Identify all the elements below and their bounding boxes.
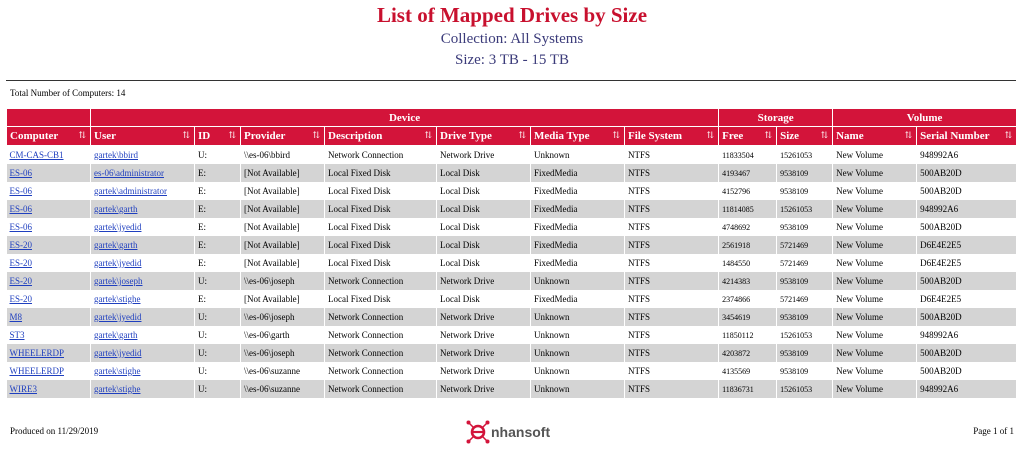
cell-user xyxy=(91,200,195,218)
cell-user xyxy=(91,344,195,362)
computer-link[interactable]: CM-CAS-CB1 xyxy=(9,150,64,160)
cell-name: New Volume xyxy=(833,182,917,200)
cell-free: 2561918 xyxy=(719,236,777,254)
cell-free: 4748692 xyxy=(719,218,777,236)
cell-file-system: NTFS xyxy=(625,326,719,344)
cell-user xyxy=(91,236,195,254)
cell-file-system: NTFS xyxy=(625,308,719,326)
column-header-description[interactable] xyxy=(325,127,437,146)
sort-arrows-icon[interactable]: ⇅ xyxy=(78,130,86,140)
cell-computer xyxy=(7,308,91,326)
cell-file-system: NTFS xyxy=(625,218,719,236)
cell-name: New Volume xyxy=(833,344,917,362)
table-row xyxy=(7,236,1017,254)
cell-size: 15261053 xyxy=(777,380,833,398)
cell-media-type: Unknown xyxy=(531,326,625,344)
sort-arrows-icon[interactable]: ⇅ xyxy=(1004,130,1013,140)
enhansoft-logo xyxy=(466,419,550,445)
cell-drive-type: Local Disk xyxy=(437,218,531,236)
cell-name: New Volume xyxy=(833,200,917,218)
cell-drive-type: Local Disk xyxy=(437,290,531,308)
cell-description: Local Fixed Disk xyxy=(325,254,437,272)
table-row xyxy=(7,200,1017,218)
sort-arrows-icon[interactable]: ⇅ xyxy=(820,130,829,140)
cell-id: U: xyxy=(195,272,241,290)
cell-provider: \\es-06\joseph xyxy=(241,344,325,362)
cell-file-system: NTFS xyxy=(625,272,719,290)
header-divider xyxy=(6,80,1016,81)
computer-link[interactable]: WHEELERDP xyxy=(9,366,64,376)
cell-file-system: NTFS xyxy=(625,182,719,200)
computer-link[interactable]: WIRE3 xyxy=(9,384,37,394)
cell-serial-number: 948992A6 xyxy=(917,146,1017,165)
cell-free: 11833504 xyxy=(719,146,777,165)
cell-size: 5721469 xyxy=(777,236,833,254)
column-header-label: User xyxy=(94,130,116,142)
cell-provider: [Not Available] xyxy=(241,182,325,200)
user-link[interactable]: gartek\jyedid xyxy=(94,348,142,358)
enhansoft-e-logo-icon xyxy=(466,420,490,444)
table-row xyxy=(7,308,1017,326)
column-header-label: Provider xyxy=(244,130,286,142)
cell-user xyxy=(91,164,195,182)
cell-computer xyxy=(7,326,91,344)
cell-name: New Volume xyxy=(833,146,917,165)
cell-free: 4135569 xyxy=(719,362,777,380)
cell-name: New Volume xyxy=(833,308,917,326)
sort-arrows-icon[interactable]: ⇅ xyxy=(312,130,320,140)
user-link[interactable]: gartek\stighe xyxy=(94,366,141,376)
total-computers: Total Number of Computers: 14 xyxy=(10,88,126,98)
cell-description: Local Fixed Disk xyxy=(325,236,437,254)
cell-computer xyxy=(7,236,91,254)
table-row xyxy=(7,146,1017,165)
cell-user xyxy=(91,362,195,380)
cell-name: New Volume xyxy=(833,236,917,254)
cell-name: New Volume xyxy=(833,380,917,398)
computer-link[interactable]: ES-20 xyxy=(9,294,32,304)
cell-provider: \\es-06\joseph xyxy=(241,272,325,290)
cell-serial-number: D6E4E2E5 xyxy=(917,254,1017,272)
computer-link[interactable]: ES-06 xyxy=(9,204,32,214)
cell-provider: \\es-06\garth xyxy=(241,326,325,344)
column-header-file-system[interactable] xyxy=(625,127,719,146)
sort-arrows-icon[interactable]: ⇅ xyxy=(612,130,620,140)
mapped-drives-table xyxy=(6,108,1017,398)
cell-drive-type: Local Disk xyxy=(437,182,531,200)
cell-size: 9538109 xyxy=(777,182,833,200)
cell-free: 2374866 xyxy=(719,290,777,308)
cell-free: 1484550 xyxy=(719,254,777,272)
cell-drive-type: Network Drive xyxy=(437,380,531,398)
cell-computer xyxy=(7,380,91,398)
user-link[interactable]: gartek\joseph xyxy=(94,276,143,286)
table-row xyxy=(7,290,1017,308)
cell-media-type: FixedMedia xyxy=(531,290,625,308)
cell-serial-number: 500AB20D xyxy=(917,164,1017,182)
sort-arrows-icon[interactable]: ⇅ xyxy=(424,130,432,140)
cell-description: Local Fixed Disk xyxy=(325,164,437,182)
cell-serial-number: 500AB20D xyxy=(917,218,1017,236)
user-link[interactable]: gartek\garth xyxy=(94,240,138,250)
cell-id: E: xyxy=(195,200,241,218)
cell-size: 9538109 xyxy=(777,218,833,236)
group-device: Device xyxy=(91,109,719,127)
cell-free: 4152796 xyxy=(719,182,777,200)
cell-media-type: Unknown xyxy=(531,146,625,165)
cell-free: 3454619 xyxy=(719,308,777,326)
computer-link[interactable]: ES-20 xyxy=(9,258,32,268)
cell-media-type: Unknown xyxy=(531,308,625,326)
cell-serial-number: 500AB20D xyxy=(917,308,1017,326)
cell-description: Local Fixed Disk xyxy=(325,218,437,236)
column-header-user[interactable] xyxy=(91,127,195,146)
cell-free: 11814085 xyxy=(719,200,777,218)
cell-drive-type: Local Disk xyxy=(437,236,531,254)
cell-drive-type: Local Disk xyxy=(437,254,531,272)
cell-media-type: FixedMedia xyxy=(531,200,625,218)
cell-name: New Volume xyxy=(833,290,917,308)
cell-id: E: xyxy=(195,164,241,182)
cell-user xyxy=(91,146,195,165)
column-header-label: Free xyxy=(722,130,744,142)
cell-description: Network Connection xyxy=(325,326,437,344)
cell-drive-type: Local Disk xyxy=(437,200,531,218)
cell-computer xyxy=(7,254,91,272)
cell-computer xyxy=(7,200,91,218)
cell-free: 4193467 xyxy=(719,164,777,182)
cell-computer xyxy=(7,344,91,362)
report-title: List of Mapped Drives by Size xyxy=(376,3,648,27)
column-header-label: Name xyxy=(836,130,864,142)
column-header-free[interactable] xyxy=(719,127,777,146)
table-row xyxy=(7,344,1017,362)
cell-provider: [Not Available] xyxy=(241,290,325,308)
cell-size: 15261053 xyxy=(777,326,833,344)
cell-description: Local Fixed Disk xyxy=(325,290,437,308)
cell-name: New Volume xyxy=(833,254,917,272)
cell-free: 11850112 xyxy=(719,326,777,344)
sort-arrows-icon[interactable]: ⇅ xyxy=(706,130,715,140)
cell-user xyxy=(91,380,195,398)
cell-size: 15261053 xyxy=(777,146,833,165)
table-row xyxy=(7,380,1017,398)
sort-arrows-icon[interactable]: ⇅ xyxy=(228,130,236,140)
column-header-name[interactable] xyxy=(833,127,917,146)
sort-arrows-icon[interactable]: ⇅ xyxy=(182,130,190,140)
cell-id: U: xyxy=(195,380,241,398)
cell-size: 9538109 xyxy=(777,344,833,362)
cell-user xyxy=(91,182,195,200)
cell-provider: \\es-06\suzanne xyxy=(241,362,325,380)
cell-user xyxy=(91,290,195,308)
cell-provider: [Not Available] xyxy=(241,200,325,218)
column-header-size[interactable] xyxy=(777,127,833,146)
user-link[interactable]: gartek\garth xyxy=(94,330,138,340)
cell-drive-type: Local Disk xyxy=(437,164,531,182)
cell-drive-type: Network Drive xyxy=(437,146,531,165)
cell-media-type: Unknown xyxy=(531,362,625,380)
column-header-label: ID xyxy=(198,130,211,142)
user-link[interactable]: gartek\jyedid xyxy=(94,312,142,322)
cell-size: 9538109 xyxy=(777,164,833,182)
table-row xyxy=(7,326,1017,344)
cell-description: Network Connection xyxy=(325,146,437,165)
column-header-label: Computer xyxy=(10,130,59,142)
cell-serial-number: 948992A6 xyxy=(917,200,1017,218)
user-link[interactable]: gartek\stighe xyxy=(94,384,141,394)
cell-serial-number: 500AB20D xyxy=(917,344,1017,362)
cell-user xyxy=(91,254,195,272)
user-link[interactable]: gartek\garth xyxy=(94,204,138,214)
user-link[interactable]: gartek\administrator xyxy=(94,186,167,196)
cell-size: 15261053 xyxy=(777,200,833,218)
column-header-computer[interactable] xyxy=(7,127,91,146)
cell-id: E: xyxy=(195,254,241,272)
cell-file-system: NTFS xyxy=(625,362,719,380)
group-volume: Volume xyxy=(833,109,1017,127)
page-number: Page 1 of 1 xyxy=(973,426,1014,436)
table-row xyxy=(7,254,1017,272)
cell-media-type: Unknown xyxy=(531,344,625,362)
cell-file-system: NTFS xyxy=(625,254,719,272)
cell-id: E: xyxy=(195,218,241,236)
cell-id: E: xyxy=(195,236,241,254)
cell-file-system: NTFS xyxy=(625,146,719,165)
cell-provider: \\es-06\bbird xyxy=(241,146,325,165)
cell-id: E: xyxy=(195,290,241,308)
column-header-label: Media Type xyxy=(534,130,590,142)
computer-link[interactable]: ST3 xyxy=(9,330,25,340)
cell-drive-type: Network Drive xyxy=(437,272,531,290)
cell-size: 5721469 xyxy=(777,254,833,272)
cell-serial-number: 500AB20D xyxy=(917,272,1017,290)
cell-provider: \\es-06\suzanne xyxy=(241,380,325,398)
cell-id: U: xyxy=(195,308,241,326)
cell-file-system: NTFS xyxy=(625,200,719,218)
cell-id: U: xyxy=(195,146,241,165)
cell-media-type: FixedMedia xyxy=(531,164,625,182)
cell-media-type: FixedMedia xyxy=(531,218,625,236)
cell-computer xyxy=(7,164,91,182)
cell-free: 4203872 xyxy=(719,344,777,362)
cell-serial-number: 500AB20D xyxy=(917,182,1017,200)
cell-name: New Volume xyxy=(833,218,917,236)
cell-computer xyxy=(7,272,91,290)
collection-subtitle: Collection: All Systems xyxy=(440,31,584,47)
cell-name: New Volume xyxy=(833,326,917,344)
user-link[interactable]: gartek\bbird xyxy=(94,150,138,160)
cell-serial-number: D6E4E2E5 xyxy=(917,236,1017,254)
cell-drive-type: Network Drive xyxy=(437,308,531,326)
cell-description: Network Connection xyxy=(325,380,437,398)
cell-provider: [Not Available] xyxy=(241,164,325,182)
cell-computer xyxy=(7,182,91,200)
cell-size: 9538109 xyxy=(777,272,833,290)
computer-link[interactable]: ES-20 xyxy=(9,240,32,250)
cell-description: Network Connection xyxy=(325,308,437,326)
size-subtitle: Size: 3 TB - 15 TB xyxy=(454,52,570,68)
column-header-label: Size xyxy=(780,130,800,142)
column-header-label: File System xyxy=(628,130,683,142)
table-row xyxy=(7,362,1017,380)
cell-provider: [Not Available] xyxy=(241,236,325,254)
computer-link[interactable]: ES-06 xyxy=(9,168,32,178)
cell-computer xyxy=(7,146,91,165)
column-header-label: Description xyxy=(328,130,383,142)
cell-file-system: NTFS xyxy=(625,236,719,254)
table-row xyxy=(7,182,1017,200)
logo-text: nhansoft xyxy=(491,424,551,440)
column-header-serial-number[interactable] xyxy=(917,127,1017,146)
cell-user xyxy=(91,326,195,344)
cell-computer xyxy=(7,362,91,380)
computer-link[interactable]: ES-20 xyxy=(9,276,32,286)
cell-user xyxy=(91,272,195,290)
cell-name: New Volume xyxy=(833,272,917,290)
cell-drive-type: Network Drive xyxy=(437,326,531,344)
group-blank xyxy=(7,109,91,127)
cell-description: Network Connection xyxy=(325,362,437,380)
cell-size: 5721469 xyxy=(777,290,833,308)
cell-serial-number: 948992A6 xyxy=(917,326,1017,344)
cell-media-type: FixedMedia xyxy=(531,236,625,254)
cell-name: New Volume xyxy=(833,164,917,182)
cell-free: 11836731 xyxy=(719,380,777,398)
cell-provider: [Not Available] xyxy=(241,254,325,272)
table-row xyxy=(7,164,1017,182)
cell-provider: \\es-06\joseph xyxy=(241,308,325,326)
cell-media-type: Unknown xyxy=(531,380,625,398)
computer-link[interactable]: WHEELERDP xyxy=(9,348,64,358)
cell-provider: [Not Available] xyxy=(241,218,325,236)
user-link[interactable]: gartek\jyedid xyxy=(94,258,142,268)
cell-media-type: FixedMedia xyxy=(531,254,625,272)
cell-id: U: xyxy=(195,344,241,362)
cell-user xyxy=(91,218,195,236)
cell-file-system: NTFS xyxy=(625,164,719,182)
cell-media-type: Unknown xyxy=(531,272,625,290)
cell-size: 9538109 xyxy=(777,308,833,326)
user-link[interactable]: gartek\stighe xyxy=(94,294,141,304)
cell-media-type: FixedMedia xyxy=(531,182,625,200)
cell-serial-number: 948992A6 xyxy=(917,380,1017,398)
cell-user xyxy=(91,308,195,326)
cell-file-system: NTFS xyxy=(625,344,719,362)
cell-id: U: xyxy=(195,326,241,344)
cell-file-system: NTFS xyxy=(625,380,719,398)
sort-arrows-icon[interactable]: ⇅ xyxy=(904,130,913,140)
cell-serial-number: 500AB20D xyxy=(917,362,1017,380)
column-header-label: Drive Type xyxy=(440,130,492,142)
column-header-id[interactable] xyxy=(195,127,241,146)
cell-drive-type: Network Drive xyxy=(437,344,531,362)
column-header-media-type[interactable] xyxy=(531,127,625,146)
user-link[interactable]: es-06\administrator xyxy=(94,168,164,178)
cell-free: 4214383 xyxy=(719,272,777,290)
computer-link[interactable]: ES-06 xyxy=(9,186,32,196)
cell-size: 9538109 xyxy=(777,362,833,380)
sort-arrows-icon[interactable]: ⇅ xyxy=(518,130,526,140)
sort-arrows-icon[interactable]: ⇅ xyxy=(764,130,773,140)
column-header-provider[interactable] xyxy=(241,127,325,146)
user-link[interactable]: gartek\jyedid xyxy=(94,222,142,232)
cell-id: U: xyxy=(195,362,241,380)
computer-link[interactable]: M8 xyxy=(9,312,23,322)
cell-file-system: NTFS xyxy=(625,290,719,308)
cell-description: Local Fixed Disk xyxy=(325,182,437,200)
cell-serial-number: D6E4E2E5 xyxy=(917,290,1017,308)
cell-computer xyxy=(7,218,91,236)
produced-date: Produced on 11/29/2019 xyxy=(10,426,99,436)
computer-link[interactable]: ES-06 xyxy=(9,222,32,232)
column-header-drive-type[interactable] xyxy=(437,127,531,146)
table-row xyxy=(7,272,1017,290)
cell-id: E: xyxy=(195,182,241,200)
cell-name: New Volume xyxy=(833,362,917,380)
cell-drive-type: Network Drive xyxy=(437,362,531,380)
cell-computer xyxy=(7,290,91,308)
cell-description: Local Fixed Disk xyxy=(325,200,437,218)
column-header-label: Serial Number xyxy=(920,130,990,142)
cell-description: Network Connection xyxy=(325,272,437,290)
group-storage: Storage xyxy=(719,109,833,127)
cell-description: Network Connection xyxy=(325,344,437,362)
table-row xyxy=(7,218,1017,236)
